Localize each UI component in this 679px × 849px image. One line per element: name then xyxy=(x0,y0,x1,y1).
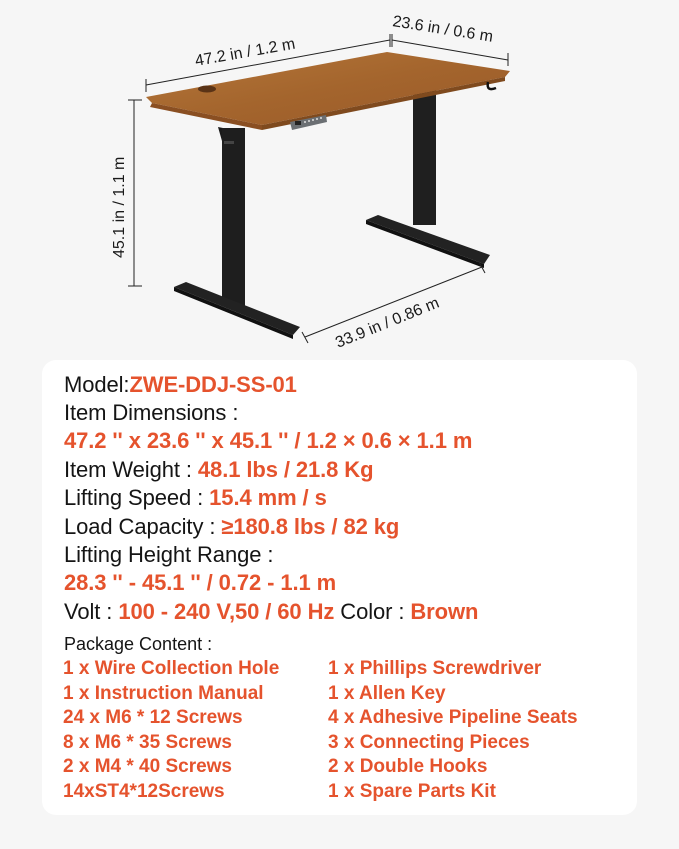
width-label: 47.2 in / 1.2 m xyxy=(193,35,297,70)
package-item: 2 x Double Hooks xyxy=(328,756,488,778)
depth-label: 23.6 in / 0.6 m xyxy=(391,13,495,46)
spec-value: 28.3 '' - 45.1 '' / 0.72 - 1.1 m xyxy=(64,570,337,595)
height-label: 45.1 in / 1.1 m xyxy=(111,156,128,258)
desk-leg-right xyxy=(366,88,490,268)
spec-label: Lifting Height Range : xyxy=(64,542,274,567)
package-item: 1 x Allen Key xyxy=(328,682,446,704)
package-item: 4 x Adhesive Pipeline Seats xyxy=(328,707,578,729)
package-item: 3 x Connecting Pieces xyxy=(328,731,530,753)
desk-illustration xyxy=(0,0,679,360)
package-item: 2 x M4 * 40 Screws xyxy=(63,756,232,778)
spec-label: Lifting Speed : xyxy=(64,485,210,510)
spec-label: Color : xyxy=(334,599,411,624)
spec-value: 15.4 mm / s xyxy=(209,485,327,510)
spec-label: Model: xyxy=(64,372,130,397)
spec-value: 48.1 lbs / 21.8 Kg xyxy=(197,457,374,482)
spec-value: ≥180.8 lbs / 82 kg xyxy=(221,514,400,539)
spec-value: Brown xyxy=(410,599,479,624)
package-list-left xyxy=(63,657,279,805)
package-item: 8 x M6 * 35 Screws xyxy=(63,731,232,753)
spec-dimensions-value xyxy=(64,428,472,454)
desk-leg-left xyxy=(174,127,300,339)
spec-height-range-value xyxy=(64,570,336,596)
spec-model xyxy=(64,372,297,398)
spec-label: Item Dimensions : xyxy=(64,400,239,425)
package-item: 1 x Spare Parts Kit xyxy=(328,780,496,802)
package-title: Package Content : xyxy=(64,634,213,654)
package-list-right xyxy=(328,657,578,805)
spec-value: 100 - 240 V,50 / 60 Hz xyxy=(118,599,335,624)
spec-value: 47.2 '' x 23.6 '' x 45.1 '' / 1.2 × 0.6 × 1.1 m xyxy=(64,428,473,453)
base-label: 33.9 in / 0.86 m xyxy=(333,294,442,352)
spec-label: Load Capacity : xyxy=(64,514,222,539)
spec-speed xyxy=(64,485,327,511)
package-item: 1 x Instruction Manual xyxy=(63,682,264,704)
spec-label: Item Weight : xyxy=(64,457,198,482)
spec-dimensions-label xyxy=(64,400,238,426)
spec-volt-color xyxy=(64,599,478,625)
spec-height-range-label xyxy=(64,542,273,568)
package-item: 1 x Phillips Screwdriver xyxy=(328,658,542,679)
spec-load xyxy=(64,514,399,540)
specs-card xyxy=(42,360,637,815)
package-item: 14xST4*12Screws xyxy=(63,780,225,802)
package-item: 1 x Wire Collection Hole xyxy=(63,658,280,679)
package-item: 24 x M6 * 12 Screws xyxy=(63,707,243,729)
wire-hole-icon xyxy=(198,86,216,93)
spec-value: ZWE-DDJ-SS-01 xyxy=(129,372,297,397)
spec-weight xyxy=(64,457,373,483)
spec-label: Volt : xyxy=(64,599,119,624)
